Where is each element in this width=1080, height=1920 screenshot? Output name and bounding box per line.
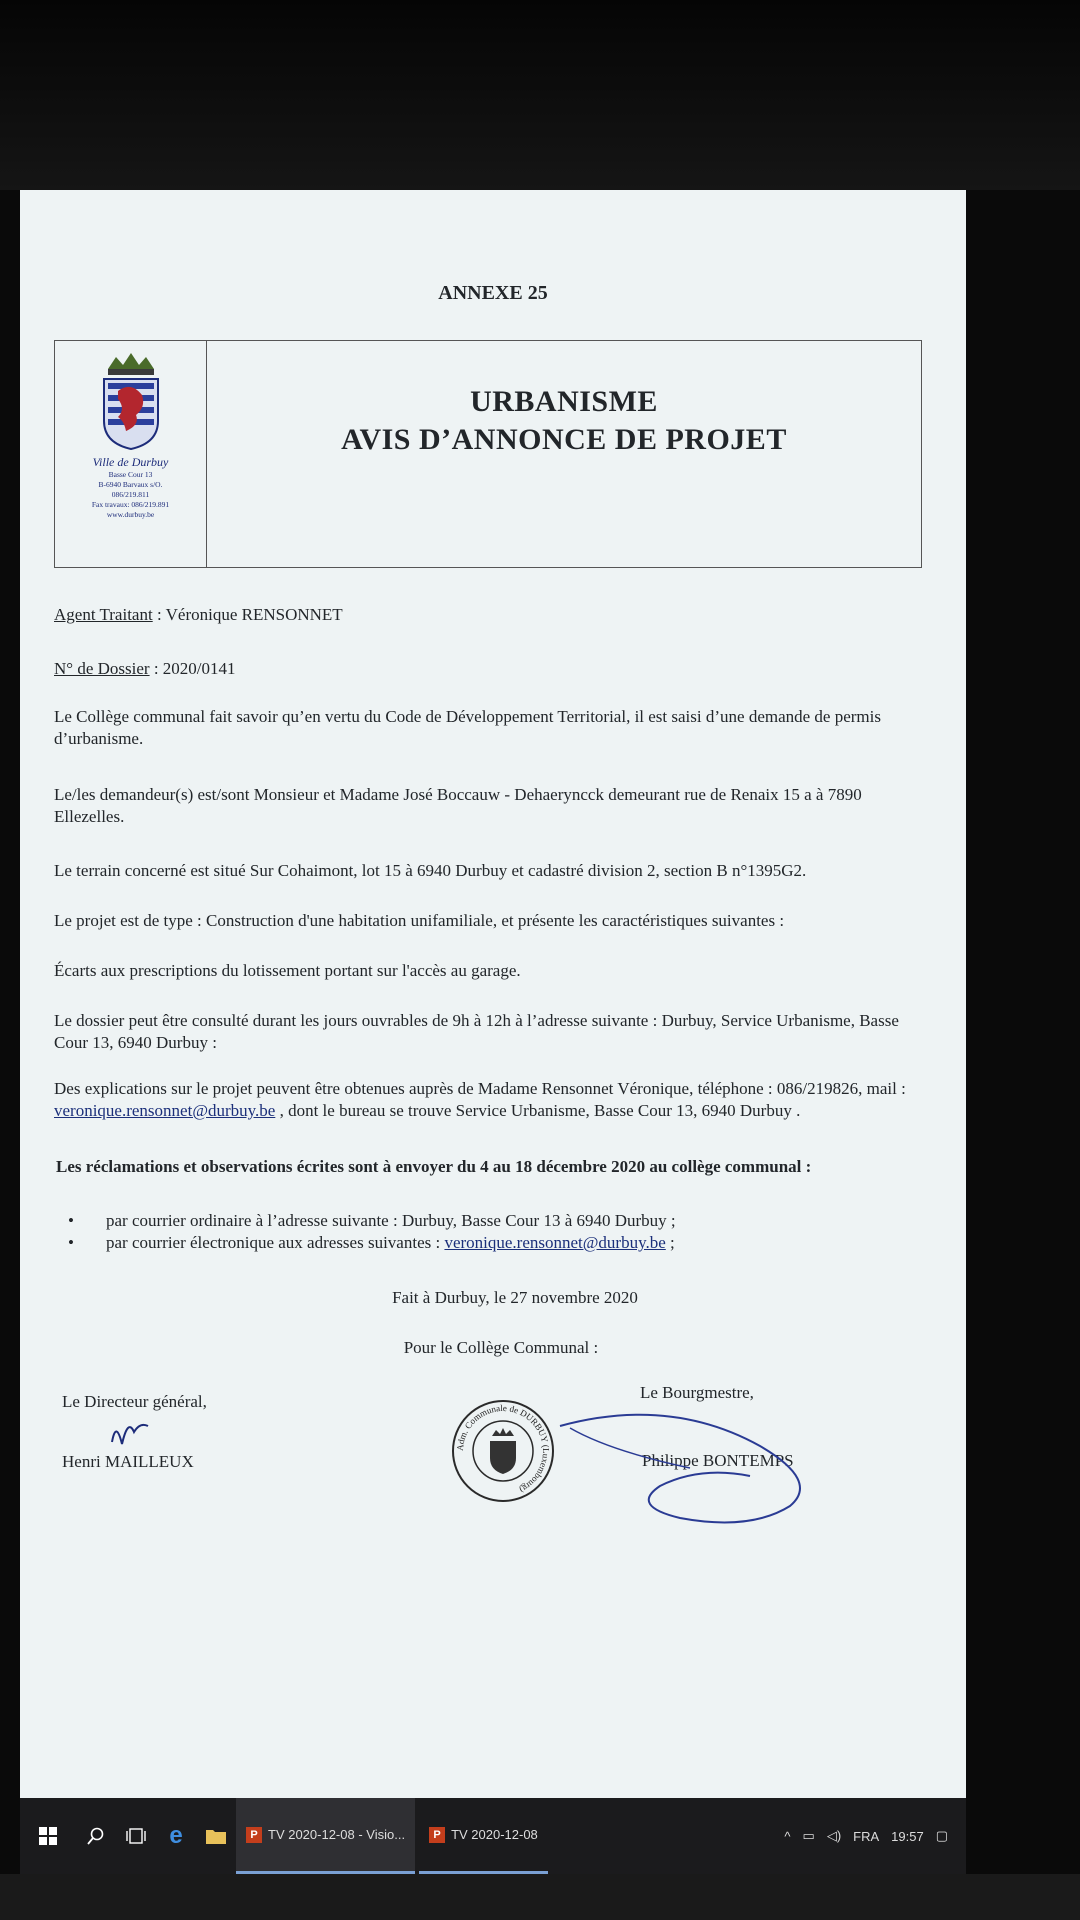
dossier-line [54,658,934,680]
search-button[interactable] [76,1798,116,1874]
logo-address-line: Basse Cour 13 [108,470,153,479]
document-page [20,190,966,1812]
agent-label: Agent Traitant [54,605,153,624]
task-view-icon [126,1827,146,1845]
paragraph-projet: Le projet est de type : Construction d'une habitation unifamiliale, et présente les caractéristiques suivantes : [54,911,785,930]
bourgmestre-signature-icon [550,1406,850,1526]
list-item: • par courrier ordinaire à l’adresse suivante : Durbuy, Basse Cour 13 à 6940 Durbuy ; [68,1210,928,1232]
chevron-up-icon[interactable]: ^ [784,1828,791,1844]
coat-of-arms-icon [96,351,166,451]
list-item-text: par courrier électronique aux adresses suivantes : [106,1233,445,1252]
paragraph-demandeurs: Le/les demandeur(s) est/sont Monsieur et Madame José Boccauw - Dehaeryncck demeurant rue de Renaix 15 a à 7890 Ellezelles. [54,785,862,826]
monitor-bezel-top [0,0,1080,190]
list-item [68,1232,928,1254]
directeur-name: Henri MAILLEUX [62,1452,194,1471]
logo-address-line: B-6940 Barvaux s/O. [98,480,163,489]
clock[interactable]: 19:57 [891,1828,924,1844]
directeur-signature-block [62,1392,207,1472]
email-link[interactable]: veronique.rensonnet@durbuy.be [54,1101,276,1120]
header-box [54,340,922,568]
battery-icon[interactable]: ▭ [802,1828,815,1843]
title-cell [207,341,921,567]
file-explorer-button[interactable] [196,1798,236,1874]
seal-text: Adm. Communale de DURBUY (Luxembourg) [454,1402,552,1495]
volume-icon[interactable]: ◁) [826,1828,842,1843]
dossier-value: : 2020/0141 [149,659,236,678]
notifications-icon[interactable]: ▢ [935,1828,948,1843]
windows-logo-icon [39,1827,57,1845]
bourgmestre-title: Le Bourgmestre, [640,1383,754,1402]
logo-name: Ville de Durbuy [92,455,169,469]
paragraph-terrain: Le terrain concerné est situé Sur Cohaimont, lot 15 à 6940 Durbuy et cadastré division 2, section B n°1395G2. [54,861,807,880]
task-view-button[interactable] [116,1798,156,1874]
signature-icon [102,1412,172,1452]
taskbar-app-label: TV 2020-12-08 - Visio... [268,1827,406,1842]
monitor-bezel-bottom [0,1874,1080,1920]
page-subtitle: AVIS D’ANNONCE DE PROJET [341,423,787,456]
email-link[interactable]: veronique.rensonnet@durbuy.be [444,1233,666,1252]
powerpoint-slideshow-icon: P [429,1827,445,1843]
taskbar-app-powerpoint[interactable] [419,1798,548,1874]
explications-text: Des explications sur le projet peuvent être obtenues auprès de Madame Rensonnet Véronique, téléphone : 086/219826, mail : [54,1079,906,1098]
list-item-text-end: ; [665,1233,675,1252]
paragraph-ecarts: Écarts aux prescriptions du lotissement portant sur l'accès au garage. [54,961,521,980]
municipality-logo [55,341,207,567]
directeur-title: Le Directeur général, [62,1392,207,1411]
fait-date: Fait à Durbuy, le 27 novembre 2020 [392,1288,638,1307]
system-tray [784,1828,966,1844]
dossier-label: N° de Dossier [54,659,150,678]
pour-college: Pour le Collège Communal : [403,1338,599,1357]
start-button[interactable] [20,1798,76,1874]
windows-taskbar [20,1798,966,1874]
search-icon [87,1827,105,1845]
explications-text-end: , dont le bureau se trouve Service Urbanisme, Basse Cour 13, 6940 Durbuy . [275,1101,801,1120]
powerpoint-icon: P [246,1827,262,1843]
annexe-label: ANNEXE 25 [438,282,548,304]
reclamation-list [68,1210,928,1254]
paragraph-consultation: Le dossier peut être consulté durant les jours ouvrables de 9h à 12h à l’adresse suivante : Durbuy, Service Urbanisme, Basse Cour 13, 6940 Durbuy : [54,1011,899,1052]
edge-icon: e [169,1822,183,1849]
language-indicator[interactable]: FRA [853,1828,880,1844]
logo-phone: 086/219.811 [111,490,150,499]
folder-icon [206,1828,226,1844]
logo-fax: Fax travaux: 086/219.891 [91,500,170,509]
edge-browser-button[interactable] [156,1798,196,1874]
agent-line [54,604,934,626]
taskbar-app-label: TV 2020-12-08 [451,1827,538,1842]
screen [20,190,966,1849]
reclamations-heading: Les réclamations et observations écrites sont à envoyer du 4 au 18 décembre 2020 au collège communal : [56,1157,812,1176]
municipal-seal-icon [448,1396,558,1506]
page-title: URBANISME [470,385,658,418]
agent-value: : Véronique RENSONNET [152,605,343,624]
bourgmestre-name: Philippe BONTEMPS [642,1451,794,1470]
paragraph-explications [54,1078,934,1122]
paragraph-code: Le Collège communal fait savoir qu’en vertu du Code de Développement Territorial, il est saisi d’une demande de permis d’urbanisme. [54,707,881,748]
taskbar-app-powerpoint-visio[interactable] [236,1798,415,1874]
logo-website: www.durbuy.be [106,510,155,519]
